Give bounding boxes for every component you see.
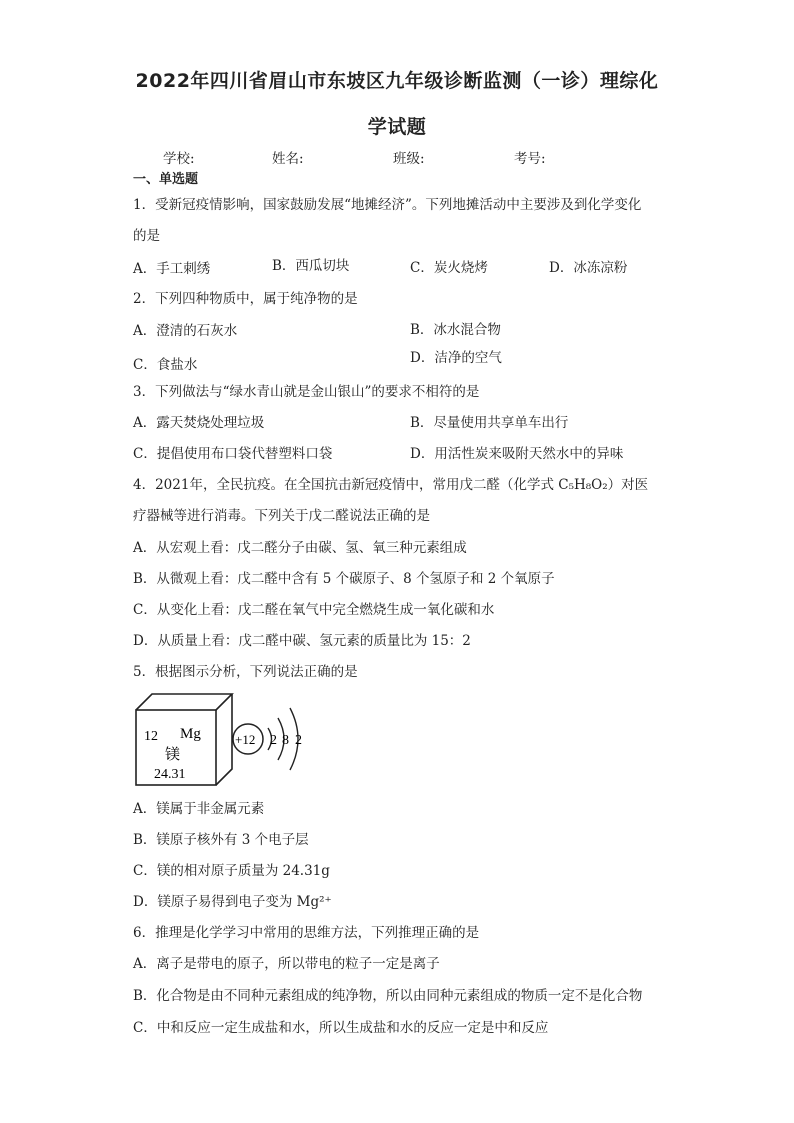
q4-option-b: B．从微观上看：戊二醛中含有 5 个碳原子、8 个氢原子和 2 个氧原子 [133, 571, 555, 587]
name-label: 姓名: [272, 151, 304, 167]
atomic-number: 12 [144, 729, 158, 744]
element-name: 镁 [165, 747, 181, 763]
q4-stem-line2: 疗器械等进行消毒。下列关于戊二醛说法正确的是 [133, 508, 430, 524]
magnesium-figure [130, 690, 320, 790]
element-symbol: Mg [180, 726, 201, 742]
exam-title-line2: 学试题 [367, 116, 427, 138]
shell-3-electrons: 2 [295, 733, 302, 748]
exam-number-label: 考号: [514, 151, 546, 167]
q2-option-d: D．洁净的空气 [410, 350, 502, 366]
q2-stem: 2．下列四种物质中，属于纯净物的是 [133, 291, 358, 307]
q1-option-c: C．炭火烧烤 [410, 260, 488, 276]
q3-option-b: B．尽量使用共享单车出行 [410, 415, 569, 431]
q6-option-a: A．离子是带电的原子，所以带电的粒子一定是离子 [133, 956, 440, 972]
q4-option-a: A．从宏观上看：戊二醛分子由碳、氢、氧三种元素组成 [133, 540, 467, 556]
school-label: 学校: [163, 151, 195, 167]
q5-option-a: A．镁属于非金属元素 [133, 801, 265, 817]
atom-structure-diagram [233, 708, 302, 770]
q4-stem-line1: 4．2021年，全民抗疫。在全国抗击新冠疫情中，常用戊二醛（化学式 C₅H₈O₂）对医 [133, 477, 649, 493]
q6-option-b: B．化合物是由不同种元素组成的纯净物，所以由同种元素组成的物质一定不是化合物 [133, 988, 643, 1004]
q2-option-b: B．冰水混合物 [410, 322, 501, 338]
q2-option-c: C．食盐水 [133, 357, 198, 373]
q3-option-c: C．提倡使用布口袋代替塑料口袋 [133, 446, 333, 462]
q3-option-a: A．露天焚烧处理垃圾 [133, 415, 265, 431]
shell-2-electrons: 8 [282, 733, 289, 748]
class-label: 班级: [393, 151, 425, 167]
q1-option-d: D．冰冻凉粉 [549, 260, 628, 276]
section-heading-single-choice: 一、单选题 [133, 172, 199, 187]
q5-option-c: C．镁的相对原子质量为 24.31g [133, 863, 330, 879]
q5-option-b: B．镁原子核外有 3 个电子层 [133, 832, 309, 848]
q1-stem-line1: 1．受新冠疫情影响，国家鼓励发展“地摊经济”。下列地摊活动中主要涉及到化学变化 [133, 197, 642, 213]
shell-1-electrons: 2 [270, 733, 277, 748]
magnesium-element-card-and-atom-diagram [130, 690, 320, 790]
q3-stem: 3．下列做法与“绿水青山就是金山银山”的要求不相符的是 [133, 384, 480, 400]
q5-stem: 5．根据图示分析，下列说法正确的是 [133, 664, 358, 680]
q6-option-c: C．中和反应一定生成盐和水，所以生成盐和水的反应一定是中和反应 [133, 1020, 549, 1036]
q3-option-d: D．用活性炭来吸附天然水中的异味 [410, 446, 624, 462]
q1-option-a: A．手工刺绣 [133, 261, 211, 277]
q4-option-d: D．从质量上看：戊二醛中碳、氢元素的质量比为 15：2 [133, 633, 471, 649]
q1-option-b: B．西瓜切块 [272, 258, 350, 274]
q2-option-a: A．澄清的石灰水 [133, 323, 238, 339]
q5-option-d: D．镁原子易得到电子变为 Mg²⁺ [133, 894, 332, 910]
q6-stem: 6．推理是化学学习中常用的思维方法，下列推理正确的是 [133, 925, 480, 941]
q1-stem-line2: 的是 [133, 228, 160, 244]
nuclear-charge: +12 [235, 732, 256, 747]
exam-title-line1: 2022年四川省眉山市东坡区九年级诊断监测（一诊）理综化 [135, 70, 659, 92]
q4-option-c: C．从变化上看：戊二醛在氧气中完全燃烧生成一氧化碳和水 [133, 602, 495, 618]
relative-atomic-mass: 24.31 [154, 767, 186, 782]
